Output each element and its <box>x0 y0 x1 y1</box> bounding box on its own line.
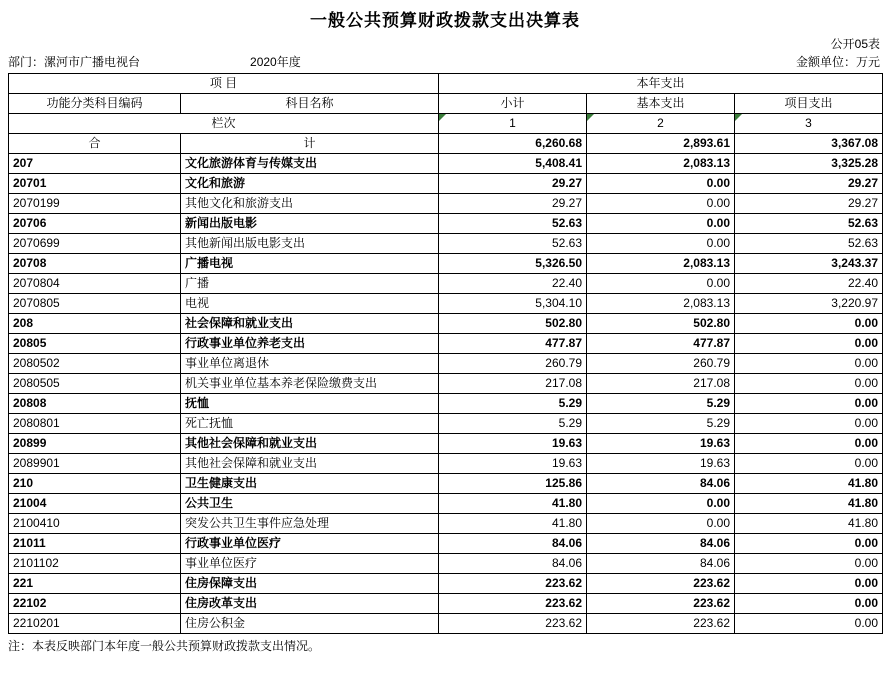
row-basic: 2,083.13 <box>587 294 735 314</box>
row-code: 21011 <box>9 534 181 554</box>
header-col-index-1: 1 <box>439 114 587 134</box>
row-project: 0.00 <box>735 394 883 414</box>
table-row <box>9 334 883 354</box>
table-row <box>9 394 883 414</box>
row-subtotal: 502.80 <box>439 314 587 334</box>
row-code: 2100410 <box>9 514 181 534</box>
row-project: 0.00 <box>735 534 883 554</box>
table-row <box>9 274 883 294</box>
row-project: 52.63 <box>735 214 883 234</box>
row-basic: 260.79 <box>587 354 735 374</box>
page-title: 一般公共预算财政拨款支出决算表 <box>310 11 580 30</box>
table-row <box>9 354 883 374</box>
table-row <box>9 554 883 574</box>
table-row <box>9 434 883 454</box>
row-project: 29.27 <box>735 194 883 214</box>
row-code: 20701 <box>9 174 181 194</box>
row-subtotal: 5.29 <box>439 394 587 414</box>
table-header-group-row <box>9 74 883 94</box>
fiscal-year-label: 2020年度 <box>250 55 301 69</box>
table-body <box>9 154 883 634</box>
row-code: 2070699 <box>9 234 181 254</box>
row-code: 20808 <box>9 394 181 414</box>
row-code: 20706 <box>9 214 181 234</box>
row-basic: 0.00 <box>587 214 735 234</box>
row-basic: 19.63 <box>587 434 735 454</box>
row-project: 41.80 <box>735 494 883 514</box>
row-code: 20805 <box>9 334 181 354</box>
total-basic: 2,893.61 <box>587 134 735 154</box>
table-row <box>9 614 883 634</box>
row-name: 事业单位离退休 <box>181 354 439 374</box>
row-project: 3,220.97 <box>735 294 883 314</box>
total-subtotal: 6,260.68 <box>439 134 587 154</box>
row-basic: 217.08 <box>587 374 735 394</box>
row-name: 抚恤 <box>181 394 439 414</box>
row-project: 0.00 <box>735 314 883 334</box>
row-project: 0.00 <box>735 454 883 474</box>
row-code: 208 <box>9 314 181 334</box>
row-code: 2080801 <box>9 414 181 434</box>
row-basic: 223.62 <box>587 574 735 594</box>
row-subtotal: 29.27 <box>439 174 587 194</box>
row-project: 0.00 <box>735 334 883 354</box>
budget-expenditure-table <box>8 73 883 634</box>
row-name: 电视 <box>181 294 439 314</box>
row-subtotal: 217.08 <box>439 374 587 394</box>
table-header-columnindex-row <box>9 114 883 134</box>
row-project: 0.00 <box>735 354 883 374</box>
row-basic: 0.00 <box>587 234 735 254</box>
row-subtotal: 52.63 <box>439 234 587 254</box>
row-basic: 84.06 <box>587 554 735 574</box>
row-basic: 0.00 <box>587 494 735 514</box>
row-subtotal: 19.63 <box>439 454 587 474</box>
row-project: 0.00 <box>735 614 883 634</box>
row-name: 其他社会保障和就业支出 <box>181 454 439 474</box>
row-subtotal: 125.86 <box>439 474 587 494</box>
row-subtotal: 5,408.41 <box>439 154 587 174</box>
row-code: 22102 <box>9 594 181 614</box>
row-subtotal: 29.27 <box>439 194 587 214</box>
row-code: 2070804 <box>9 274 181 294</box>
row-name: 新闻出版电影 <box>181 214 439 234</box>
table-row <box>9 254 883 274</box>
table-row <box>9 514 883 534</box>
header-col-name: 科目名称 <box>181 94 439 114</box>
table-row <box>9 214 883 234</box>
row-subtotal: 41.80 <box>439 494 587 514</box>
row-subtotal: 223.62 <box>439 574 587 594</box>
row-code: 221 <box>9 574 181 594</box>
row-project: 41.80 <box>735 514 883 534</box>
row-basic: 84.06 <box>587 534 735 554</box>
row-subtotal: 5,304.10 <box>439 294 587 314</box>
department-label: 部门：漯河市广播电视台 <box>8 55 141 69</box>
row-name: 事业单位医疗 <box>181 554 439 574</box>
row-subtotal: 84.06 <box>439 554 587 574</box>
row-basic: 0.00 <box>587 194 735 214</box>
row-name: 行政事业单位养老支出 <box>181 334 439 354</box>
row-basic: 2,083.13 <box>587 154 735 174</box>
row-basic: 84.06 <box>587 474 735 494</box>
row-subtotal: 84.06 <box>439 534 587 554</box>
row-subtotal: 223.62 <box>439 594 587 614</box>
header-lanci-label: 栏次 <box>9 114 439 134</box>
row-project: 3,243.37 <box>735 254 883 274</box>
table-row <box>9 474 883 494</box>
row-project: 0.00 <box>735 594 883 614</box>
row-project: 0.00 <box>735 574 883 594</box>
table-row <box>9 234 883 254</box>
header-col-index-3: 3 <box>735 114 883 134</box>
row-basic: 477.87 <box>587 334 735 354</box>
row-name: 突发公共卫生事件应急处理 <box>181 514 439 534</box>
row-subtotal: 223.62 <box>439 614 587 634</box>
row-code: 2080502 <box>9 354 181 374</box>
meta-row <box>8 53 882 73</box>
header-current-year-group: 本年支出 <box>439 74 883 94</box>
table-row <box>9 494 883 514</box>
table-row <box>9 174 883 194</box>
row-code: 2070805 <box>9 294 181 314</box>
row-project: 0.00 <box>735 374 883 394</box>
table-row <box>9 294 883 314</box>
row-basic: 0.00 <box>587 514 735 534</box>
row-name: 文化旅游体育与传媒支出 <box>181 154 439 174</box>
row-basic: 2,083.13 <box>587 254 735 274</box>
row-basic: 223.62 <box>587 594 735 614</box>
row-basic: 223.62 <box>587 614 735 634</box>
row-code: 20708 <box>9 254 181 274</box>
total-label-left: 合 <box>9 134 181 154</box>
row-name: 公共卫生 <box>181 494 439 514</box>
table-row <box>9 374 883 394</box>
table-row <box>9 314 883 334</box>
table-row <box>9 534 883 554</box>
row-basic: 502.80 <box>587 314 735 334</box>
row-subtotal: 477.87 <box>439 334 587 354</box>
row-name: 机关事业单位基本养老保险缴费支出 <box>181 374 439 394</box>
header-col-subtotal: 小计 <box>439 94 587 114</box>
row-basic: 0.00 <box>587 174 735 194</box>
row-name: 住房改革支出 <box>181 594 439 614</box>
row-name: 卫生健康支出 <box>181 474 439 494</box>
row-code: 2089901 <box>9 454 181 474</box>
table-row <box>9 194 883 214</box>
row-code: 207 <box>9 154 181 174</box>
table-header-columns-row <box>9 94 883 114</box>
row-project: 22.40 <box>735 274 883 294</box>
table-row <box>9 414 883 434</box>
table-row <box>9 154 883 174</box>
row-project: 41.80 <box>735 474 883 494</box>
row-name: 广播电视 <box>181 254 439 274</box>
row-code: 20899 <box>9 434 181 454</box>
row-subtotal: 52.63 <box>439 214 587 234</box>
amount-unit-label: 金额单位：万元 <box>795 55 880 69</box>
row-subtotal: 41.80 <box>439 514 587 534</box>
row-code: 2070199 <box>9 194 181 214</box>
row-code: 210 <box>9 474 181 494</box>
row-name: 死亡抚恤 <box>181 414 439 434</box>
row-name: 住房公积金 <box>181 614 439 634</box>
row-project: 3,325.28 <box>735 154 883 174</box>
row-name: 文化和旅游 <box>181 174 439 194</box>
row-code: 2210201 <box>9 614 181 634</box>
table-total-row <box>9 134 883 154</box>
row-project: 0.00 <box>735 414 883 434</box>
row-name: 社会保障和就业支出 <box>181 314 439 334</box>
row-basic: 19.63 <box>587 454 735 474</box>
row-code: 21004 <box>9 494 181 514</box>
row-project: 0.00 <box>735 434 883 454</box>
row-subtotal: 260.79 <box>439 354 587 374</box>
row-project: 29.27 <box>735 174 883 194</box>
header-col-index-2: 2 <box>587 114 735 134</box>
row-name: 其他文化和旅游支出 <box>181 194 439 214</box>
row-subtotal: 5.29 <box>439 414 587 434</box>
row-subtotal: 19.63 <box>439 434 587 454</box>
row-project: 52.63 <box>735 234 883 254</box>
row-basic: 5.29 <box>587 394 735 414</box>
footnote: 注：本表反映部门本年度一般公共预算财政拨款支出情况。 <box>8 639 321 653</box>
table-row <box>9 594 883 614</box>
row-name: 其他社会保障和就业支出 <box>181 434 439 454</box>
row-name: 其他新闻出版电影支出 <box>181 234 439 254</box>
row-basic: 0.00 <box>587 274 735 294</box>
header-col-basic: 基本支出 <box>587 94 735 114</box>
row-name: 行政事业单位医疗 <box>181 534 439 554</box>
total-project: 3,367.08 <box>735 134 883 154</box>
row-name: 住房保障支出 <box>181 574 439 594</box>
row-code: 2080505 <box>9 374 181 394</box>
table-row <box>9 454 883 474</box>
header-col-code: 功能分类科目编码 <box>9 94 181 114</box>
row-subtotal: 22.40 <box>439 274 587 294</box>
table-row <box>9 574 883 594</box>
row-code: 2101102 <box>9 554 181 574</box>
row-subtotal: 5,326.50 <box>439 254 587 274</box>
header-col-project: 项目支出 <box>735 94 883 114</box>
sheet-code: 公开05表 <box>830 37 880 51</box>
total-label-right: 计 <box>181 134 439 154</box>
header-item-group: 项 目 <box>9 74 439 94</box>
row-name: 广播 <box>181 274 439 294</box>
row-basic: 5.29 <box>587 414 735 434</box>
row-project: 0.00 <box>735 554 883 574</box>
